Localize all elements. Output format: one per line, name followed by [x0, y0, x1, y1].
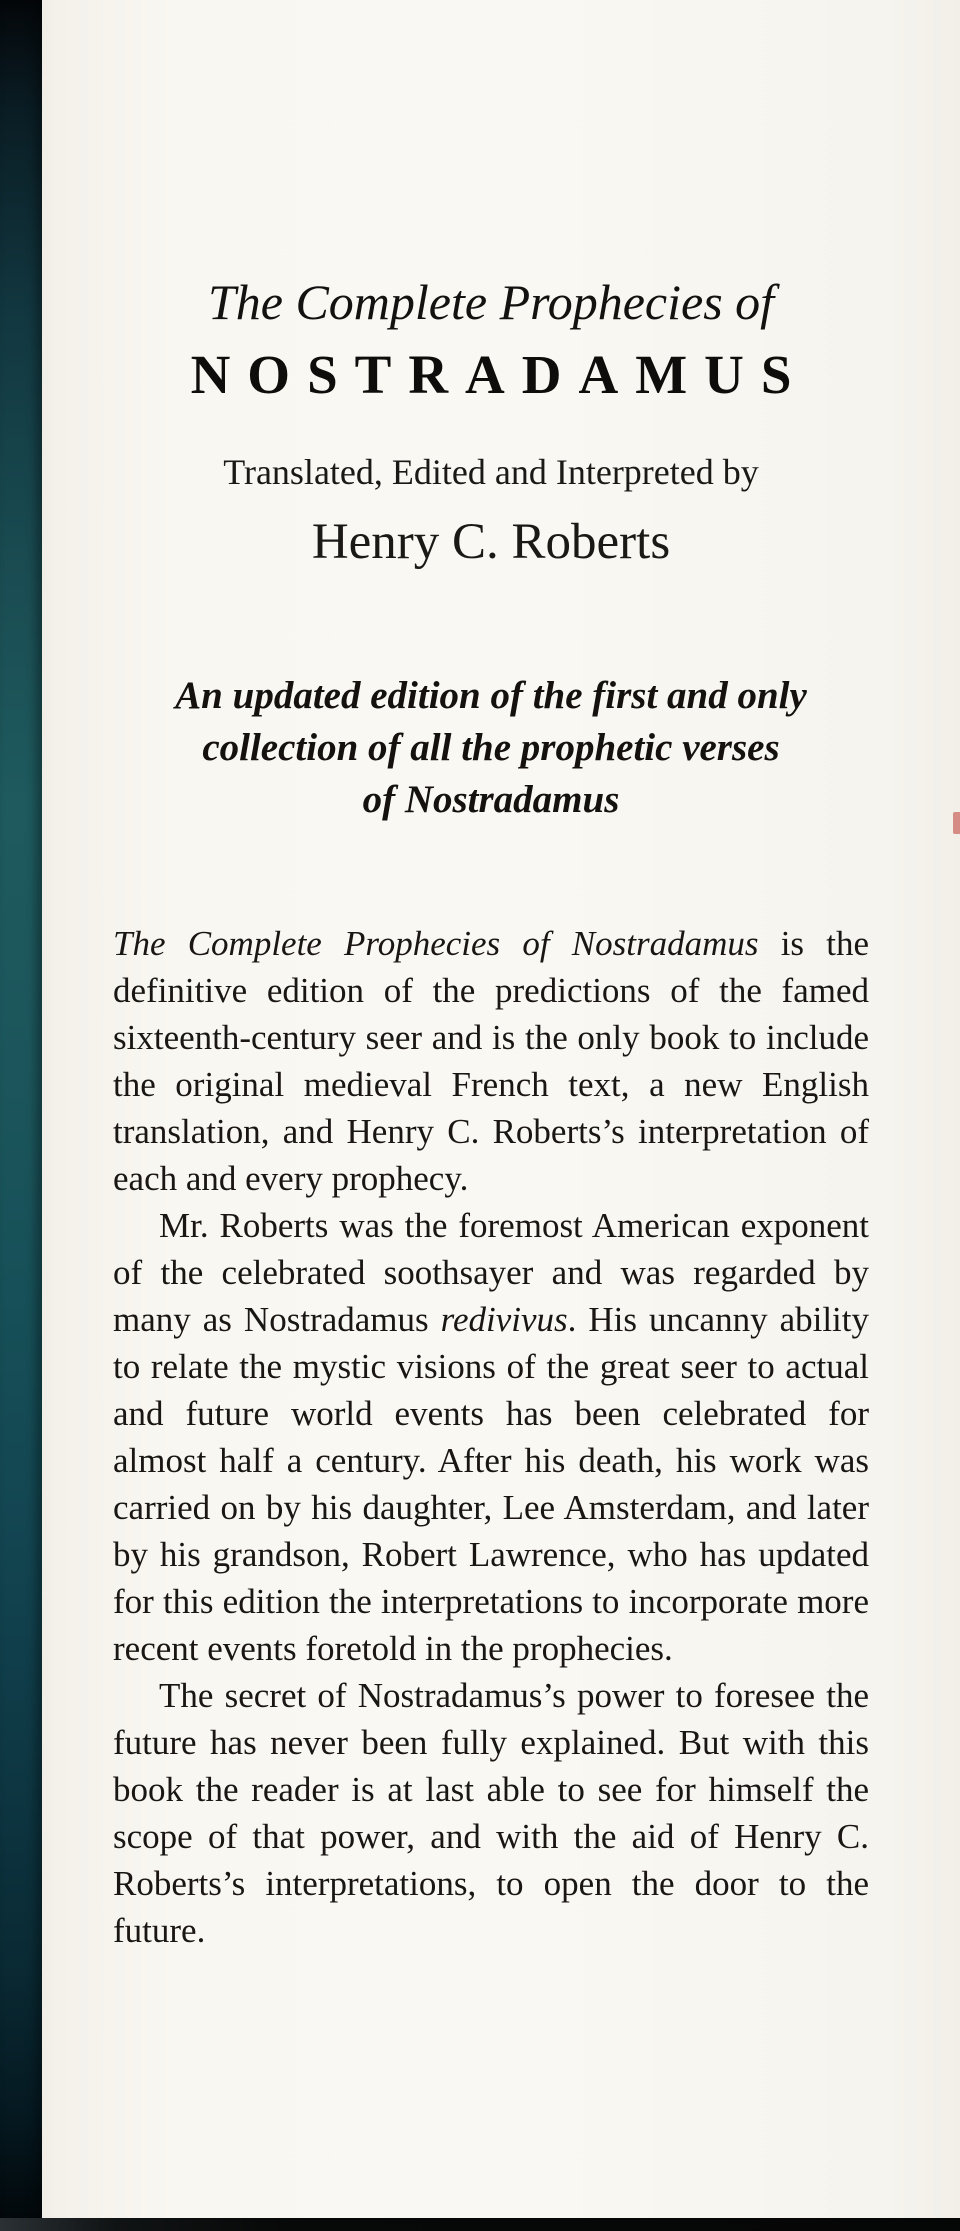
- series-title: The Complete Prophecies of: [207, 274, 775, 330]
- paragraph-1-text: is the definitive edition of the predictions of the famed sixteenth-century seer and is the only book to include the original medieval French text, a new English translation, and Henry C. Roberts’s interpretation of each and every prophecy.: [113, 924, 869, 1198]
- body-paragraph-2: [113, 1202, 869, 1672]
- scan-edge-seam: [42, 0, 52, 2219]
- paragraph-3-text: The secret of Nostradamus’s power to foresee the future has never been fully explained. But with this book the reader is at last able to see for himself the scope of that power, and with the aid of Henry C. Roberts’s interpretations, to open the door to the future.: [113, 1676, 869, 1950]
- tagline: [113, 670, 869, 826]
- description-text: [113, 920, 869, 1954]
- scan-artifact: [953, 812, 960, 834]
- book-title-reference: The Complete Prophecies of Nostradamus: [113, 924, 759, 963]
- tagline-line-2: collection of all the prophetic verses: [202, 726, 780, 769]
- page-content: [113, 0, 869, 1954]
- byline: Translated, Edited and Interpreted by: [223, 452, 759, 492]
- scan-edge-left: [0, 0, 42, 2231]
- paragraph-2-text-a: Mr. Roberts was the foremost American exponent of the celebrated soothsayer and was regarded by many as Nostradamus: [113, 1206, 869, 1339]
- body-paragraph-3: [113, 1672, 869, 1954]
- scan-edge-bottom: [0, 2218, 960, 2231]
- book-title: NOSTRADAMUS: [190, 344, 809, 405]
- paragraph-2-text-b: . His uncanny ability to relate the mystic visions of the great seer to actual and future world events has been celebrated for almost half a century. After his death, his work was carried on by his daughter, Lee Amsterdam, and later by his grandson, Robert Lawrence, who has updated for this edition the interpretations to incorporate more recent events foretold in the prophecies.: [113, 1300, 870, 1668]
- author-name: Henry C. Roberts: [311, 514, 671, 570]
- latin-term: redivivus: [440, 1300, 568, 1339]
- tagline-line-1: An updated edition of the first and only: [175, 674, 807, 717]
- body-paragraph-1: [113, 920, 869, 1202]
- tagline-line-3: of Nostradamus: [362, 778, 620, 821]
